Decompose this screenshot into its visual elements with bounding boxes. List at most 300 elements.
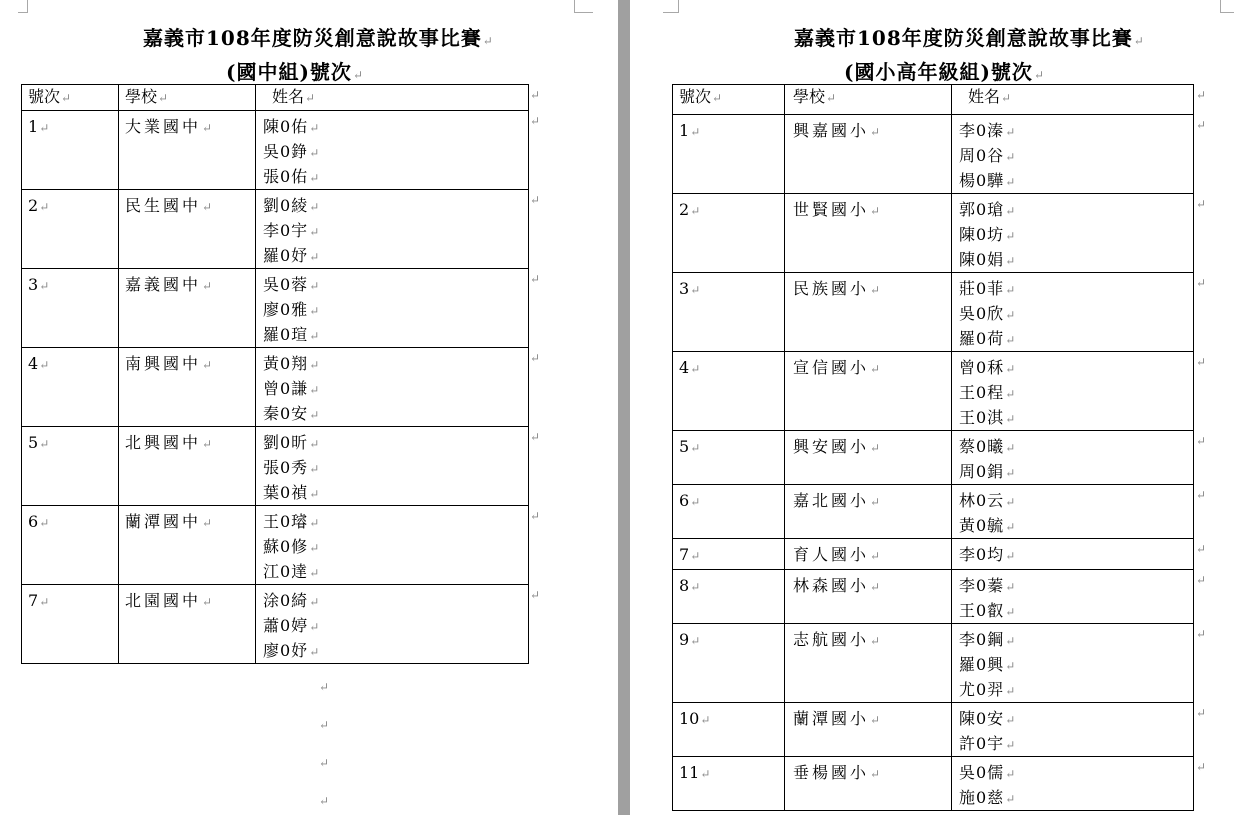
paragraph-mark: ↵ — [1005, 333, 1017, 347]
school-cell — [785, 273, 952, 352]
column-header — [673, 85, 785, 115]
student-name: 李0溱 — [959, 121, 1005, 140]
school-cell — [119, 269, 256, 348]
paragraph-mark: ↵ — [1005, 466, 1017, 480]
entry-number-cell — [673, 431, 785, 485]
paragraph-mark: ↵ — [690, 204, 701, 218]
paragraph-mark: ↵ — [202, 200, 213, 214]
paragraph-mark: ↵ — [39, 279, 50, 293]
paragraph-mark: ↵ — [1005, 580, 1017, 594]
school-name: 興安國小 — [793, 437, 870, 456]
student-name: 江0達 — [263, 562, 309, 581]
entry-number: 5 — [679, 437, 690, 456]
paragraph-mark: ↵ — [309, 566, 321, 580]
school-name: 志航國小 — [793, 630, 870, 649]
paragraph-mark: ↵ — [39, 121, 50, 135]
paragraph-mark: ↵ — [309, 250, 321, 264]
entry-number: 6 — [679, 491, 690, 510]
entry-number-cell — [673, 757, 785, 811]
paragraph-mark: ↵ — [870, 767, 881, 781]
paragraph-mark: ↵ — [202, 121, 213, 135]
names-cell — [256, 190, 529, 269]
student-name-line — [959, 276, 1193, 301]
row-end-mark: ↵ — [530, 351, 541, 365]
paragraph-mark: ↵ — [712, 91, 723, 105]
student-name: 涂0綺 — [263, 591, 309, 610]
school-cell — [785, 539, 952, 570]
entry-number-cell — [22, 585, 119, 664]
student-name: 曾0秝 — [959, 358, 1005, 377]
names-cell — [952, 194, 1194, 273]
paragraph-mark: ↵ — [202, 595, 213, 609]
paragraph-mark: ↵ — [309, 516, 321, 530]
paragraph-mark: ↵ — [1005, 549, 1017, 563]
names-cell — [952, 273, 1194, 352]
margin-corner-mark — [18, 0, 28, 13]
paragraph-mark: ↵ — [309, 171, 321, 185]
paragraph-mark: ↵ — [690, 580, 701, 594]
row-end-mark: ↵ — [530, 114, 541, 128]
student-name-line — [959, 652, 1193, 677]
school-cell — [119, 111, 256, 190]
student-name-line — [959, 405, 1193, 430]
empty-paragraph-mark: ↵ — [319, 680, 330, 694]
names-cell — [952, 539, 1194, 570]
entry-number: 3 — [679, 279, 690, 298]
student-name: 王0淇 — [959, 408, 1005, 427]
table-row — [22, 348, 529, 427]
student-name: 許0宇 — [959, 734, 1005, 753]
entry-number-cell — [673, 115, 785, 194]
entry-number: 2 — [679, 200, 690, 219]
empty-paragraph-mark: ↵ — [319, 718, 330, 732]
paragraph-mark: ↵ — [1005, 441, 1017, 455]
paragraph-mark: ↵ — [870, 204, 881, 218]
school-cell — [119, 190, 256, 269]
student-name-line — [959, 380, 1193, 405]
student-name-line — [263, 193, 528, 218]
paragraph-mark: ↵ — [309, 595, 321, 609]
student-name: 陳0安 — [959, 709, 1005, 728]
school-cell — [119, 348, 256, 427]
page-subtitle: (國中組)號次↵ — [226, 60, 364, 84]
school-name: 北園國中 — [125, 591, 202, 610]
column-header-label: 姓名 — [968, 87, 1001, 106]
row-end-mark: ↵ — [530, 509, 541, 523]
student-name-line — [263, 164, 528, 189]
student-name-line — [263, 376, 528, 401]
paragraph-mark: ↵ — [1005, 767, 1017, 781]
school-cell — [119, 427, 256, 506]
paragraph-mark: ↵ — [1005, 204, 1017, 218]
row-end-mark: ↵ — [1196, 197, 1207, 211]
row-end-mark: ↵ — [530, 272, 541, 286]
student-name-line — [263, 455, 528, 480]
student-name: 羅0荷 — [959, 329, 1005, 348]
entry-number: 6 — [28, 512, 39, 531]
row-end-mark: ↵ — [1196, 355, 1207, 369]
column-header — [952, 85, 1194, 115]
entry-number-cell — [22, 190, 119, 269]
school-name: 育人國小 — [793, 545, 870, 564]
student-name-line — [263, 613, 528, 638]
paragraph-mark: ↵ — [1005, 792, 1017, 806]
table-row — [22, 427, 529, 506]
student-name-line — [959, 731, 1193, 756]
names-cell — [952, 115, 1194, 194]
student-name-line — [959, 326, 1193, 351]
student-name: 劉0綾 — [263, 196, 309, 215]
paragraph-mark: ↵ — [61, 91, 72, 105]
paragraph-mark: ↵ — [690, 634, 701, 648]
row-end-mark: ↵ — [530, 430, 541, 444]
row-end-mark: ↵ — [530, 588, 541, 602]
school-name: 蘭潭國小 — [793, 709, 870, 728]
column-header-label: 號次 — [28, 87, 61, 106]
school-name: 嘉北國小 — [793, 491, 870, 510]
student-name-line — [959, 760, 1193, 785]
student-name-line — [959, 785, 1193, 810]
student-name-line — [959, 197, 1193, 222]
table-row — [673, 624, 1194, 703]
student-name: 羅0妤 — [263, 246, 309, 265]
column-header — [785, 85, 952, 115]
school-name: 民族國小 — [793, 279, 870, 298]
paragraph-mark: ↵ — [309, 408, 321, 422]
student-name: 陳0娟 — [959, 250, 1005, 269]
table-row — [673, 703, 1194, 757]
entry-number: 11 — [679, 763, 700, 782]
empty-paragraph-mark: ↵ — [319, 756, 330, 770]
student-name-line — [959, 222, 1193, 247]
student-name: 李0宇 — [263, 221, 309, 240]
paragraph-mark: ↵ — [309, 146, 321, 160]
row-end-mark: ↵ — [1196, 627, 1207, 641]
student-name: 周0鋗 — [959, 462, 1005, 481]
table-row — [22, 111, 529, 190]
paragraph-mark: ↵ — [690, 283, 701, 297]
paragraph-mark: ↵ — [39, 595, 50, 609]
student-name: 李0鋼 — [959, 630, 1005, 649]
student-name-line — [263, 243, 528, 268]
table-row — [673, 570, 1194, 624]
student-name: 郭0瑲 — [959, 200, 1005, 219]
student-name: 吳0欣 — [959, 304, 1005, 323]
student-name-line — [959, 513, 1193, 538]
student-name: 廖0妤 — [263, 641, 309, 660]
table-row — [673, 352, 1194, 431]
school-name: 北興國中 — [125, 433, 202, 452]
school-name: 南興國中 — [125, 354, 202, 373]
paragraph-mark: ↵ — [202, 358, 213, 372]
paragraph-mark: ↵ — [870, 549, 881, 563]
paragraph-mark: ↵ — [1005, 175, 1017, 189]
student-name-line — [959, 434, 1193, 459]
entry-number-cell — [673, 352, 785, 431]
school-name: 興嘉國小 — [793, 121, 870, 140]
names-cell — [256, 269, 529, 348]
student-name: 張0秀 — [263, 458, 309, 477]
student-name-line — [959, 247, 1193, 272]
student-name: 陳0佑 — [263, 117, 309, 136]
paragraph-mark: ↵ — [1005, 520, 1017, 534]
paragraph-mark: ↵ — [309, 304, 321, 318]
entry-number-cell — [22, 506, 119, 585]
names-cell — [952, 624, 1194, 703]
student-name: 蕭0婷 — [263, 616, 309, 635]
student-name-line — [263, 218, 528, 243]
student-name: 羅0瑄 — [263, 325, 309, 344]
table-row — [673, 273, 1194, 352]
table-header-row — [22, 85, 529, 111]
school-cell — [785, 115, 952, 194]
row-end-mark: ↵ — [1196, 434, 1207, 448]
student-name-line — [959, 143, 1193, 168]
paragraph-mark: ↵ — [309, 279, 321, 293]
names-cell — [952, 352, 1194, 431]
entry-number: 4 — [679, 358, 690, 377]
paragraph-mark: ↵ — [1005, 229, 1017, 243]
entry-number: 8 — [679, 576, 690, 595]
school-cell — [785, 352, 952, 431]
student-name: 吳0錚 — [263, 142, 309, 161]
student-name: 廖0雅 — [263, 300, 309, 319]
table-row — [673, 431, 1194, 485]
student-name-line — [263, 430, 528, 455]
paragraph-mark: ↵ — [39, 437, 50, 451]
student-name-line — [263, 480, 528, 505]
student-name-line — [263, 534, 528, 559]
student-name-line — [959, 706, 1193, 731]
paragraph-mark: ↵ — [690, 362, 701, 376]
student-name-line — [959, 118, 1193, 143]
paragraph-mark: ↵ — [700, 713, 711, 727]
table-row — [673, 194, 1194, 273]
column-header-label: 學校 — [793, 87, 826, 106]
paragraph-mark: ↵ — [158, 91, 169, 105]
table-row — [22, 190, 529, 269]
paragraph-mark: ↵ — [309, 541, 321, 555]
paragraph-mark: ↵ — [870, 713, 881, 727]
paragraph-mark: ↵ — [1005, 684, 1017, 698]
paragraph-mark: ↵ — [202, 437, 213, 451]
entry-number: 1 — [28, 117, 39, 136]
paragraph-mark: ↵ — [309, 329, 321, 343]
paragraph-mark: ↵ — [690, 125, 701, 139]
table-header-row — [673, 85, 1194, 115]
entry-number: 1 — [679, 121, 690, 140]
row-end-mark: ↵ — [1196, 760, 1207, 774]
column-header-label: 學校 — [125, 87, 158, 106]
student-name-line — [959, 573, 1193, 598]
paragraph-mark: ↵ — [309, 620, 321, 634]
school-cell — [785, 194, 952, 273]
school-cell — [785, 703, 952, 757]
student-name: 周0谷 — [959, 146, 1005, 165]
student-name: 羅0興 — [959, 655, 1005, 674]
names-cell — [952, 570, 1194, 624]
paragraph-mark: ↵ — [309, 225, 321, 239]
paragraph-mark: ↵ — [1005, 362, 1017, 376]
table-row — [22, 506, 529, 585]
paragraph-mark: ↵ — [309, 200, 321, 214]
row-end-mark: ↵ — [1196, 276, 1207, 290]
paragraph-mark: ↵ — [1005, 659, 1017, 673]
paragraph-mark: ↵ — [870, 283, 881, 297]
student-name-line — [263, 509, 528, 534]
paragraph-mark: ↵ — [690, 495, 701, 509]
student-name: 黃0翔 — [263, 354, 309, 373]
student-name-line — [959, 488, 1193, 513]
school-name: 嘉義國中 — [125, 275, 202, 294]
paragraph-mark: ↵ — [870, 441, 881, 455]
table-row — [22, 585, 529, 664]
paragraph-mark: ↵ — [690, 441, 701, 455]
student-name-line — [263, 297, 528, 322]
paragraph-mark: ↵ — [1005, 412, 1017, 426]
paragraph-mark: ↵ — [39, 200, 50, 214]
paragraph-mark: ↵ — [700, 767, 711, 781]
entry-number: 10 — [679, 709, 700, 728]
paragraph-mark: ↵ — [1005, 495, 1017, 509]
student-name: 曾0謙 — [263, 379, 309, 398]
table-row — [673, 115, 1194, 194]
row-end-mark: ↵ — [1196, 573, 1207, 587]
table-row — [673, 485, 1194, 539]
student-name-line — [959, 598, 1193, 623]
paragraph-mark: ↵ — [1005, 713, 1017, 727]
entry-number-cell — [673, 194, 785, 273]
student-name-line — [959, 542, 1193, 567]
paragraph-mark: ↵ — [826, 91, 837, 105]
paragraph-mark: ↵ — [870, 362, 881, 376]
paragraph-mark: ↵ — [309, 383, 321, 397]
paragraph-mark: ↵ — [1005, 254, 1017, 268]
table-row — [22, 269, 529, 348]
paragraph-mark: ↵ — [39, 516, 50, 530]
student-name: 李0均 — [959, 545, 1005, 564]
names-cell — [952, 757, 1194, 811]
student-name: 蔡0曦 — [959, 437, 1005, 456]
names-cell — [952, 431, 1194, 485]
student-name: 葉0禎 — [263, 483, 309, 502]
student-name-line — [263, 638, 528, 663]
student-name-line — [263, 272, 528, 297]
student-name: 李0蓁 — [959, 576, 1005, 595]
paragraph-mark: ↵ — [309, 121, 321, 135]
paragraph-mark: ↵ — [309, 358, 321, 372]
paragraph-mark: ↵ — [1005, 634, 1017, 648]
roster-table — [21, 84, 529, 664]
roster-table — [672, 84, 1194, 811]
entry-number-cell — [22, 269, 119, 348]
entry-number-cell — [673, 570, 785, 624]
names-cell — [256, 111, 529, 190]
student-name-line — [263, 351, 528, 376]
entry-number: 2 — [28, 196, 39, 215]
student-name: 陳0坊 — [959, 225, 1005, 244]
paragraph-mark: ↵ — [1005, 283, 1017, 297]
paragraph-mark: ↵ — [309, 462, 321, 476]
school-cell — [785, 624, 952, 703]
table-row — [673, 539, 1194, 570]
paragraph-mark: ↵ — [870, 580, 881, 594]
student-name-line — [263, 114, 528, 139]
school-name: 垂楊國小 — [793, 763, 870, 782]
student-name: 王0程 — [959, 383, 1005, 402]
paragraph-mark: ↵ — [309, 487, 321, 501]
column-header-label: 號次 — [679, 87, 712, 106]
student-name-line — [263, 322, 528, 347]
school-name: 民生國中 — [125, 196, 202, 215]
student-name: 王0叡 — [959, 601, 1005, 620]
school-name: 宣信國小 — [793, 358, 870, 377]
row-end-mark: ↵ — [530, 88, 541, 102]
column-header — [119, 85, 256, 111]
entry-number-cell — [673, 624, 785, 703]
paragraph-mark: ↵ — [1005, 150, 1017, 164]
entry-number-cell — [673, 485, 785, 539]
document-page-right — [630, 0, 1234, 815]
student-name: 王0璿 — [263, 512, 309, 531]
entry-number-cell — [673, 539, 785, 570]
student-name-line — [959, 677, 1193, 702]
column-header-label: 姓名 — [272, 87, 305, 106]
paragraph-mark: ↵ — [690, 549, 701, 563]
entry-number-cell — [22, 111, 119, 190]
student-name-line — [959, 627, 1193, 652]
paragraph-mark: ↵ — [870, 634, 881, 648]
names-cell — [256, 506, 529, 585]
student-name: 施0慈 — [959, 788, 1005, 807]
paragraph-mark: ↵ — [202, 279, 213, 293]
student-name-line — [263, 559, 528, 584]
school-cell — [119, 506, 256, 585]
student-name: 張0佑 — [263, 167, 309, 186]
paragraph-mark: ↵ — [1005, 387, 1017, 401]
school-cell — [119, 585, 256, 664]
margin-corner-mark — [1220, 0, 1234, 13]
student-name: 吳0蓉 — [263, 275, 309, 294]
names-cell — [952, 485, 1194, 539]
entry-number: 7 — [679, 545, 690, 564]
student-name-line — [959, 459, 1193, 484]
entry-number: 7 — [28, 591, 39, 610]
student-name: 楊0驊 — [959, 171, 1005, 190]
column-header — [22, 85, 119, 111]
entry-number: 3 — [28, 275, 39, 294]
column-header — [256, 85, 529, 111]
paragraph-mark: ↵ — [1005, 125, 1017, 139]
student-name: 吳0儒 — [959, 763, 1005, 782]
entry-number-cell — [673, 703, 785, 757]
student-name-line — [959, 168, 1193, 193]
paragraph-mark: ↵ — [870, 125, 881, 139]
school-name: 林森國小 — [793, 576, 870, 595]
paragraph-mark: ↵ — [309, 645, 321, 659]
entry-number: 9 — [679, 630, 690, 649]
entry-number-cell — [22, 348, 119, 427]
table-row — [673, 757, 1194, 811]
student-name-line — [263, 401, 528, 426]
paragraph-mark: ↵ — [309, 437, 321, 451]
paragraph-mark: ↵ — [39, 358, 50, 372]
school-cell — [785, 570, 952, 624]
student-name: 莊0菲 — [959, 279, 1005, 298]
page-subtitle: (國小高年級組)號次↵ — [844, 60, 1045, 84]
page-title: 嘉義市108年度防災創意說故事比賽↵ — [794, 26, 1145, 50]
row-end-mark: ↵ — [1196, 488, 1207, 502]
